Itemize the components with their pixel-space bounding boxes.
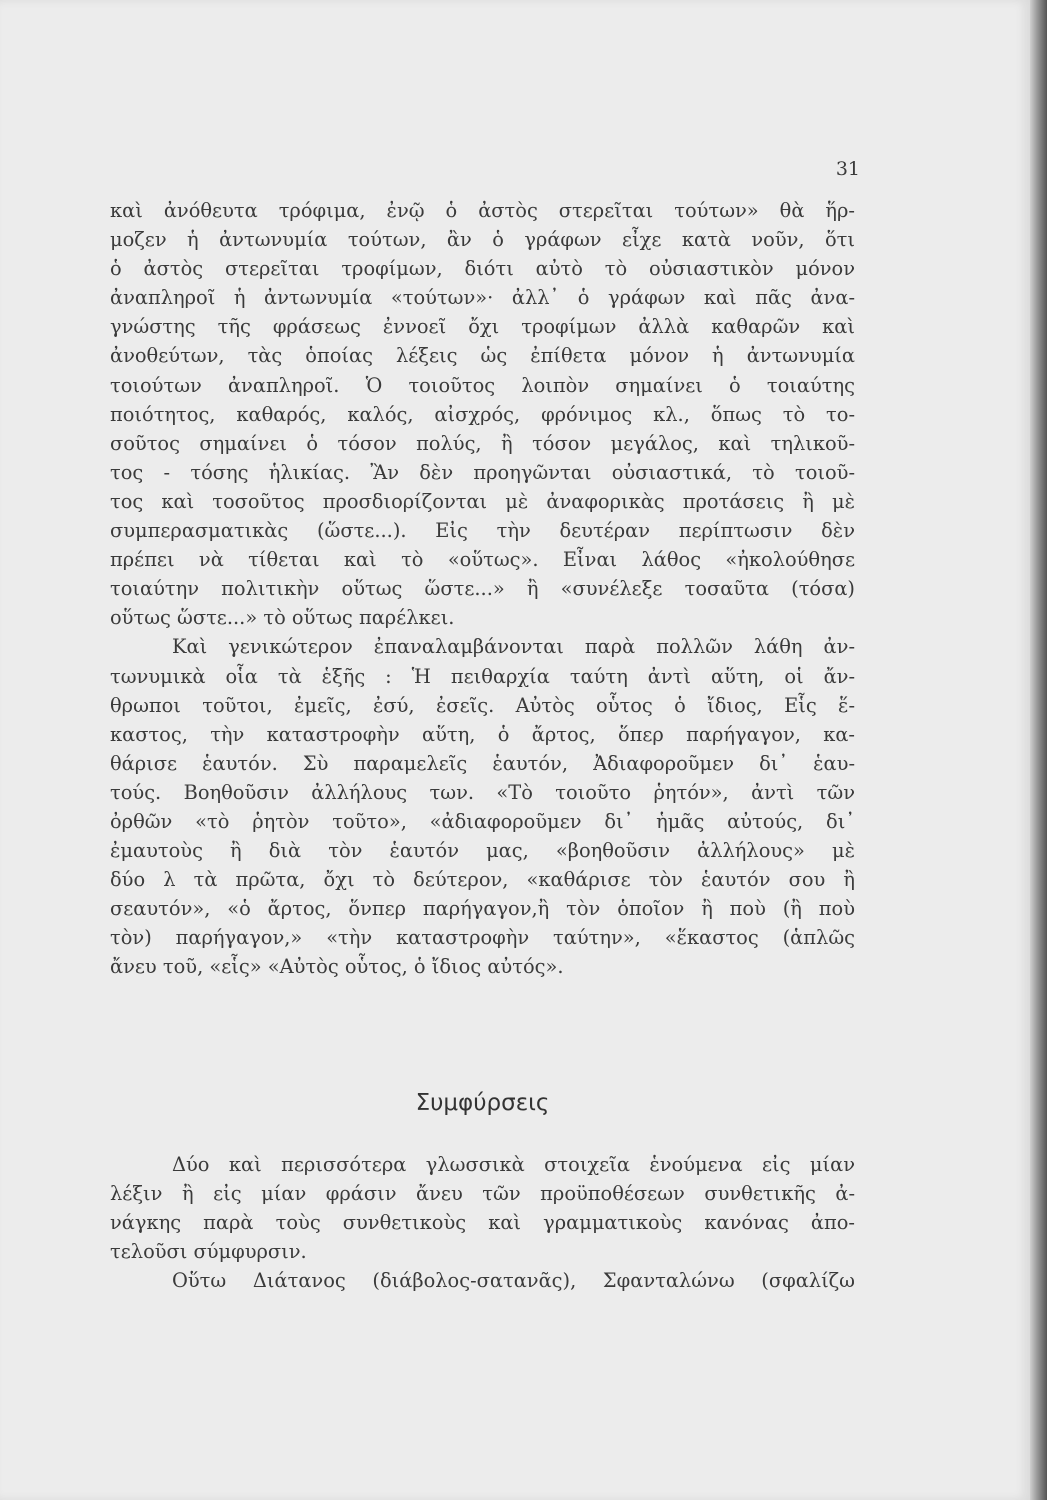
text-line: οὕτως ὥστε...» τὸ οὕτως παρέλκει.: [110, 606, 455, 630]
text-line: συμπερασματικὰς (ὥστε...). Εἰς τὴν δευτέραν περίπτωσιν δὲν: [110, 519, 855, 543]
text-line: καστος, τὴν καταστροφὴν αὕτη, ὁ ἄρτος, ὅπερ παρήγαγον, κα-: [110, 722, 855, 746]
text-line: γνώστης τῆς φράσεως ἐννοεῖ ὄχι τροφίμων ἀλλὰ καθαρῶν καὶ: [110, 315, 855, 339]
text-line: σεαυτόν», «ὁ ἄρτος, ὅνπερ παρήγαγον,ἢ τὸν ὁποῖον ἢ ποὺ (ἢ ποὺ: [110, 897, 855, 921]
text-line: Οὕτω Διάτανος (διάβολος-σατανᾶς), Σφανταλώνω (σφαλίζω: [172, 1269, 855, 1293]
text-line: δύο λ τὰ πρῶτα, ὄχι τὸ δεύτερον, «καθάρισε τὸν ἑαυτόν σου ἢ: [110, 868, 855, 892]
text-line: ἄνευ τοῦ, «εἷς» «Αὐτὸς οὗτος, ὁ ἴδιος αὐτός».: [110, 955, 564, 979]
text-line: ἐμαυτοὺς ἢ διὰ τὸν ἑαυτόν μας, «βοηθοῦσιν ἀλλήλους» μὲ: [110, 839, 855, 863]
text-line: τωνυμικὰ οἷα τὰ ἑξῆς : Ἡ πειθαρχία ταύτη ἀντὶ αὕτη, οἱ ἄν-: [110, 664, 855, 688]
text-line: ἀναπληροῖ ἡ ἀντωνυμία «τούτων»· ἀλλ᾽ ὁ γράφων καὶ πᾶς ἀνα-: [110, 286, 855, 310]
text-line: ὁ ἀστὸς στερεῖται τροφίμων, διότι αὐτὸ τὸ οὐσιαστικὸν μόνον: [110, 257, 855, 281]
body-text-lower: [110, 1150, 855, 1295]
text-line: ποιότητος, καθαρός, καλός, αἰσχρός, φρόνιμος κλ., ὅπως τὸ το-: [110, 402, 855, 426]
text-line: τοιαύτην πολιτικὴν οὕτως ὥστε...» ἢ «συνέλεξε τοσαῦτα (τόσα): [110, 577, 855, 601]
page-number: 31: [835, 158, 860, 180]
text-line: ὀρθῶν «τὸ ῥητὸν τοῦτο», «ἀδιαφοροῦμεν δι᾽ ἡμᾶς αὐτούς, δι᾽: [110, 809, 855, 833]
text-line: τοιούτων ἀναπληροῖ. Ὁ τοιοῦτος λοιπὸν σημαίνει ὁ τοιαύτης: [110, 373, 855, 397]
text-line: νάγκης παρὰ τοὺς συνθετικοὺς καὶ γραμματικοὺς κανόνας ἀπο-: [110, 1211, 855, 1235]
body-text-upper: [110, 196, 855, 982]
text-line: τος καὶ τοσοῦτος προσδιορίζονται μὲ ἀναφορικὰς προτάσεις ἢ μὲ: [110, 489, 855, 513]
text-line: μοζεν ἡ ἀντωνυμία τούτων, ἂν ὁ γράφων εἶχε κατὰ νοῦν, ὅτι: [110, 228, 855, 252]
text-line: πρέπει νὰ τίθεται καὶ τὸ «οὕτως». Εἶναι λάθος «ἠκολούθησε: [110, 548, 855, 572]
section-heading: Συμφύρσεις: [415, 1090, 550, 1116]
text-line: λέξιν ἢ εἰς μίαν φράσιν ἄνευ τῶν προϋποθέσεων συνθετικῆς ἀ-: [110, 1182, 855, 1206]
text-line: τὸν) παρήγαγον,» «τὴν καταστροφὴν ταύτην», «ἕκαστος (ἁπλῶς: [110, 926, 855, 950]
text-line: τος - τόσης ἡλικίας. Ἂν δὲν προηγῶνται οὐσιαστικά, τὸ τοιοῦ-: [110, 460, 855, 484]
text-line: Δύο καὶ περισσότερα γλωσσικὰ στοιχεῖα ἑνούμενα εἰς μίαν: [172, 1153, 855, 1176]
text-line: καὶ ἀνόθευτα τρόφιμα, ἐνῷ ὁ ἀστὸς στερεῖται τούτων» θὰ ἥρ-: [110, 199, 855, 222]
text-line: τελοῦσι σύμφυρσιν.: [110, 1240, 307, 1264]
text-line: θρωποι τοῦτοι, ἐμεῖς, ἐσύ, ἐσεῖς. Αὐτὸς οὗτος ὁ ἴδιος, Εἷς ἕ-: [110, 693, 855, 717]
text-line: θάρισε ἑαυτόν. Σὺ παραμελεῖς ἑαυτόν, Ἀδιαφοροῦμεν δι᾽ ἑαυ-: [110, 751, 855, 775]
text-line: σοῦτος σημαίνει ὁ τόσον πολύς, ἢ τόσον μεγάλος, καὶ τηλικοῦ-: [110, 431, 855, 455]
page-edge: [1030, 0, 1047, 1500]
text-line: Καὶ γενικώτερον ἐπαναλαμβάνονται παρὰ πολλῶν λάθη ἀν-: [172, 635, 855, 659]
text-line: τούς. Βοηθοῦσιν ἀλλήλους των. «Τὸ τοιοῦτο ῥητόν», ἀντὶ τῶν: [110, 780, 855, 804]
text-line: ἀνοθεύτων, τὰς ὁποίας λέξεις ὡς ἐπίθετα μόνον ἡ ἀντωνυμία: [110, 344, 855, 368]
